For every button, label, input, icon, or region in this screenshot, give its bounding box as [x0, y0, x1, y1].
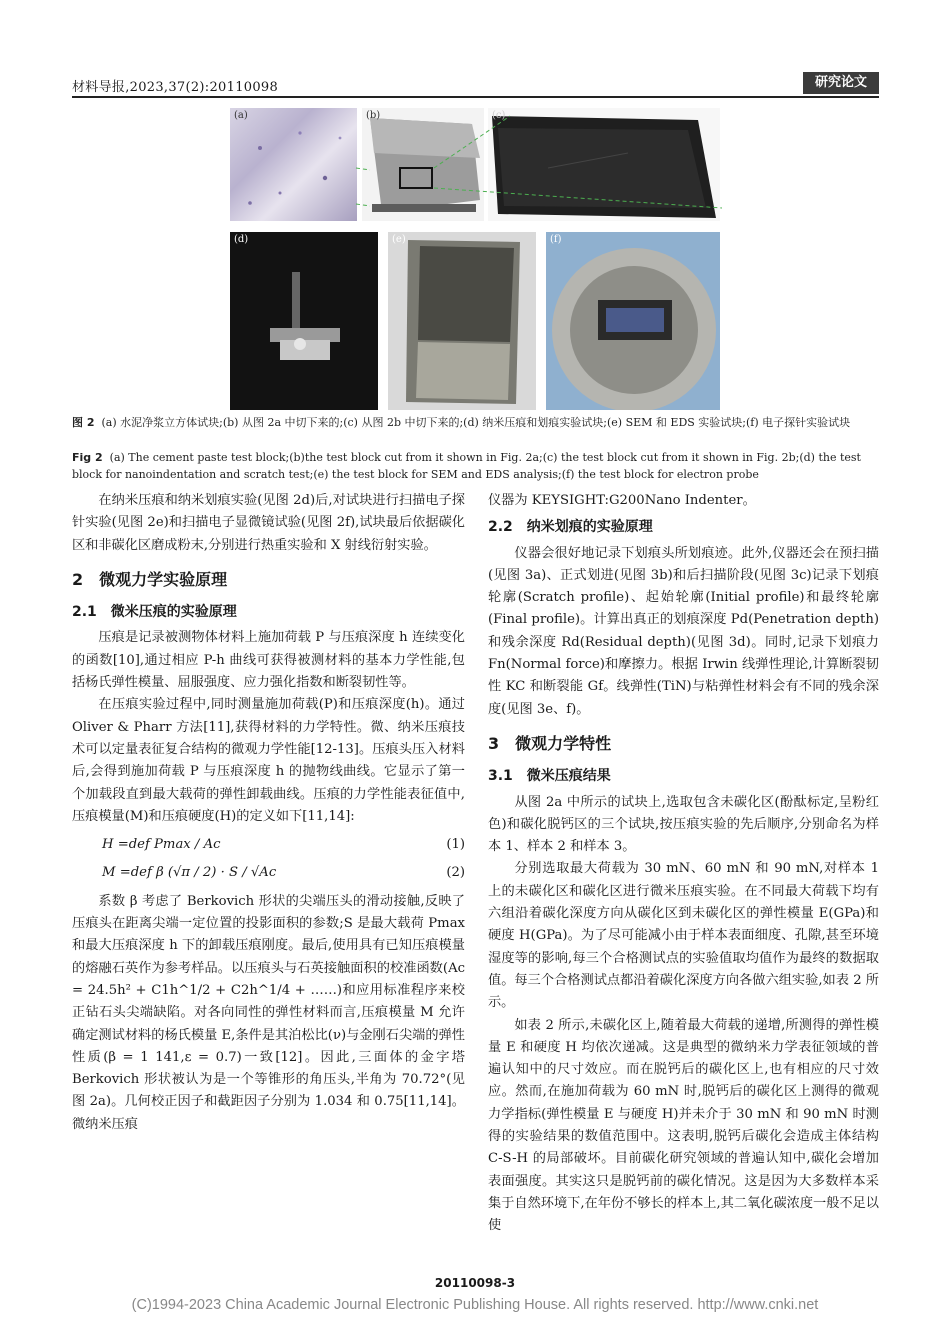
right-column	[488, 490, 879, 1238]
caption-en-text: (a) The cement paste test block;(b)the test block cut from it shown in Fig. 2a;(c) the test block cut from it shown in Fig. 2b;(d) the test block for nanoindentation and scratch test;(e) the test block for SEM and EDS analysis;(f) the test block for electron probe	[72, 451, 861, 481]
zoom-connector-lines	[350, 108, 730, 221]
caption-en-label: Fig 2	[72, 451, 103, 464]
equation-2-number: (2)	[446, 865, 465, 881]
figure-panel-e	[388, 232, 536, 410]
figure-panel-d	[230, 232, 378, 410]
panel-label-b: (b)	[366, 110, 381, 121]
journal-citation: 材料导报,2023,37(2):20110098	[72, 80, 279, 95]
right-para-1: 仪器为 KEYSIGHT:G200Nano Indenter。	[488, 493, 756, 508]
left-para-2: 压痕是记录被测物体材料上施加荷载 P 与压痕深度 h 连续变化的函数[10],通过相应 P-h 曲线可获得被测材料的基本力学性能,包括杨氏弹性模量、屈服强度、应力强化指数和断裂韧性等。	[72, 630, 465, 691]
panel-label-d: (d)	[234, 234, 249, 245]
section-2-1-heading: 2.1 微米压痕的实验原理	[72, 604, 237, 621]
equation-2-body: M =def β (√π / 2) · S / √Ac	[102, 865, 277, 881]
section-2-heading: 2 微观力学实验原理	[72, 569, 228, 589]
figure-panel-a	[230, 108, 357, 221]
equation-1-body: H =def Pmax / Ac	[102, 837, 221, 853]
section-badge: 研究论文	[803, 72, 879, 94]
right-para-3: 从图 2a 中所示的试块上,选取包含未碳化区(酚酞标定,呈粉红色)和碳化脱钙区的三个试块,按压痕实验的先后顺序,分别命名为样本 1、样本 2 和样本 3。	[488, 794, 879, 855]
equation-1	[72, 834, 465, 856]
right-para-4: 分别选取最大荷载为 30 mN、60 mN 和 90 mN,对样本 1 上的未碳化区和碳化区进行微米压痕实验。在不同最大荷载下均有六组沿着碳化深度方向从碳化区到未碳化区的弹性模量 E(GPa)和硬度 H(GPa)。为了尽可能减小由于样本表面细度、孔隙,甚至环境湿度等的影响,每三个合格测试点的实验值取均值作为最终的数据取值。每三个合格测试点都沿着碳化深度方向各做六组实验,如表 2 所示。	[488, 861, 879, 1011]
figure-caption-en	[72, 449, 879, 483]
left-para-4: 系数 β 考虑了 Berkovich 形状的尖端压头的滑动接触,反映了压痕头在距离尖端一定位置的投影面积的参数;S 是最大载荷 Pmax 和最大压痕深度 h 下的卸载压痕刚度。最后,使用具有已知压痕模量的熔融石英作为参考样品。以压痕头与石英接触面积的校准函数(Ac = 24.5h² + C1h^1/2 + C2h^1/4 + ……)和应用标准程序来校正钻石头尖端缺陷。对各向同性的弹性材料而言,压痕模量 M 允许确定测试材料的杨氏模量 E,条件是其泊松比(ν)与金刚石尖端的弹性性质(β = 1 141,ε = 0.7)一致[12]。因此,三面体的金字塔 Berkovich 形状被认为是一个等锥形的角压头,半角为 70.72°(见图 2a)。几何校正因子和截距因子分别为 1.034 和 0.75[11,14]。微纳米压痕	[72, 893, 465, 1132]
right-para-5: 如表 2 所示,未碳化区上,随着最大荷载的递增,所测得的弹性模量 E 和硬度 H 均依次递减。这是典型的微纳米力学表征领域的普遍认知中的尺寸效应。而在脱钙后的碳化区上,也有相应的尺寸效应。然而,在施加荷载为 60 mN 时,脱钙后的碳化区上测得的微观力学指标(弹性模量 E 与硬度 H)并未介于 30 mN 和 90 mN 时测得的实验结果的数值范围中。这表明,脱钙后碳化会造成主体结构 C-S-H 的局部破坏。目前碳化研究领域的普遍认知中,碳化会增加表面强度。其实这只是脱钙前的碳化情况。这是因为大多数样本采集于自然环境下,在年份不够长的样本上,其二氧化碳浓度一般不足以使	[488, 1017, 879, 1234]
figure-panel-f	[546, 232, 720, 410]
page-number: 20110098-3	[434, 1276, 516, 1290]
panel-f-drawing	[546, 232, 720, 410]
section-3-heading: 3 微观力学特性	[488, 733, 612, 753]
panel-label-a: (a)	[234, 110, 248, 121]
caption-cn-text: (a) 水泥净浆立方体试块;(b) 从图 2a 中切下来的;(c) 从图 2b 中切下来的;(d) 纳米压痕和划痕实验试块;(e) SEM 和 EDS 实验试块;(f) 电子探针实验试块	[101, 416, 851, 429]
header-rule	[72, 96, 879, 98]
left-para-1: 在纳米压痕和纳米划痕实验(见图 2d)后,对试块进行扫描电子探针实验(见图 2e)和扫描电子显微镜试验(见图 2f),试块最后依据碳化区和非碳化区磨成粉末,分别进行热重实验和 X 射线衍射实验。	[72, 493, 465, 553]
panel-label-f: (f)	[550, 234, 562, 245]
caption-cn-label: 图 2	[72, 416, 95, 429]
panel-a-texture	[230, 108, 357, 221]
left-para-3: 在压痕实验过程中,同时测量施加荷载(P)和压痕深度(h)。通过 Oliver & Pharr 方法[11],获得材料的力学特性。微、纳米压痕技术可以定量表征复合结构的微观力学性能[12-13]。压痕头压入材料后,会得到施加荷载 P 与压痕深度 h 的抛物线曲线。它显示了第一个加载段直到最大载荷的弹性卸载曲线。压痕的力学性能表征值中,压痕模量(M)和压痕硬度(H)的定义如下[11,14]:	[72, 697, 465, 824]
panel-e-drawing	[388, 232, 536, 410]
figure-caption-cn	[72, 414, 879, 431]
left-column	[72, 490, 465, 1136]
panel-label-e: (e)	[392, 234, 406, 245]
panel-label-c: (c)	[492, 110, 506, 121]
section-3-1-heading: 3.1 微米压痕结果	[488, 768, 611, 785]
panel-d-drawing	[230, 232, 378, 410]
right-para-2: 仪器会很好地记录下划痕头所划痕迹。此外,仪器还会在预扫描(见图 3a)、正式划进(见图 3b)和后扫描阶段(见图 3c)记录下划痕轮廓(Scratch profile)、起始轮廓(Initial profile)和最终轮廓(Final profile)。计算出真正的划痕深度 Pd(Penetration depth)和残余深度 Rd(Residual depth)(见图 3d)。同时,记录下划痕力 Fn(Normal force)和摩擦力。根据 Irwin 线弹性理论,计算断裂韧性 KC 和断裂能 Gf。线弹性(TiN)与粘弹性材料会有不同的残余深度(见图 3e、f)。	[488, 545, 879, 717]
copyright-line: (C)1994-2023 China Academic Journal Electronic Publishing House. All rights reserved. http://www.cnki.net	[131, 1297, 819, 1313]
equation-1-number: (1)	[446, 837, 465, 853]
equation-2	[72, 862, 465, 884]
section-2-2-heading: 2.2 纳米划痕的实验原理	[488, 519, 653, 536]
